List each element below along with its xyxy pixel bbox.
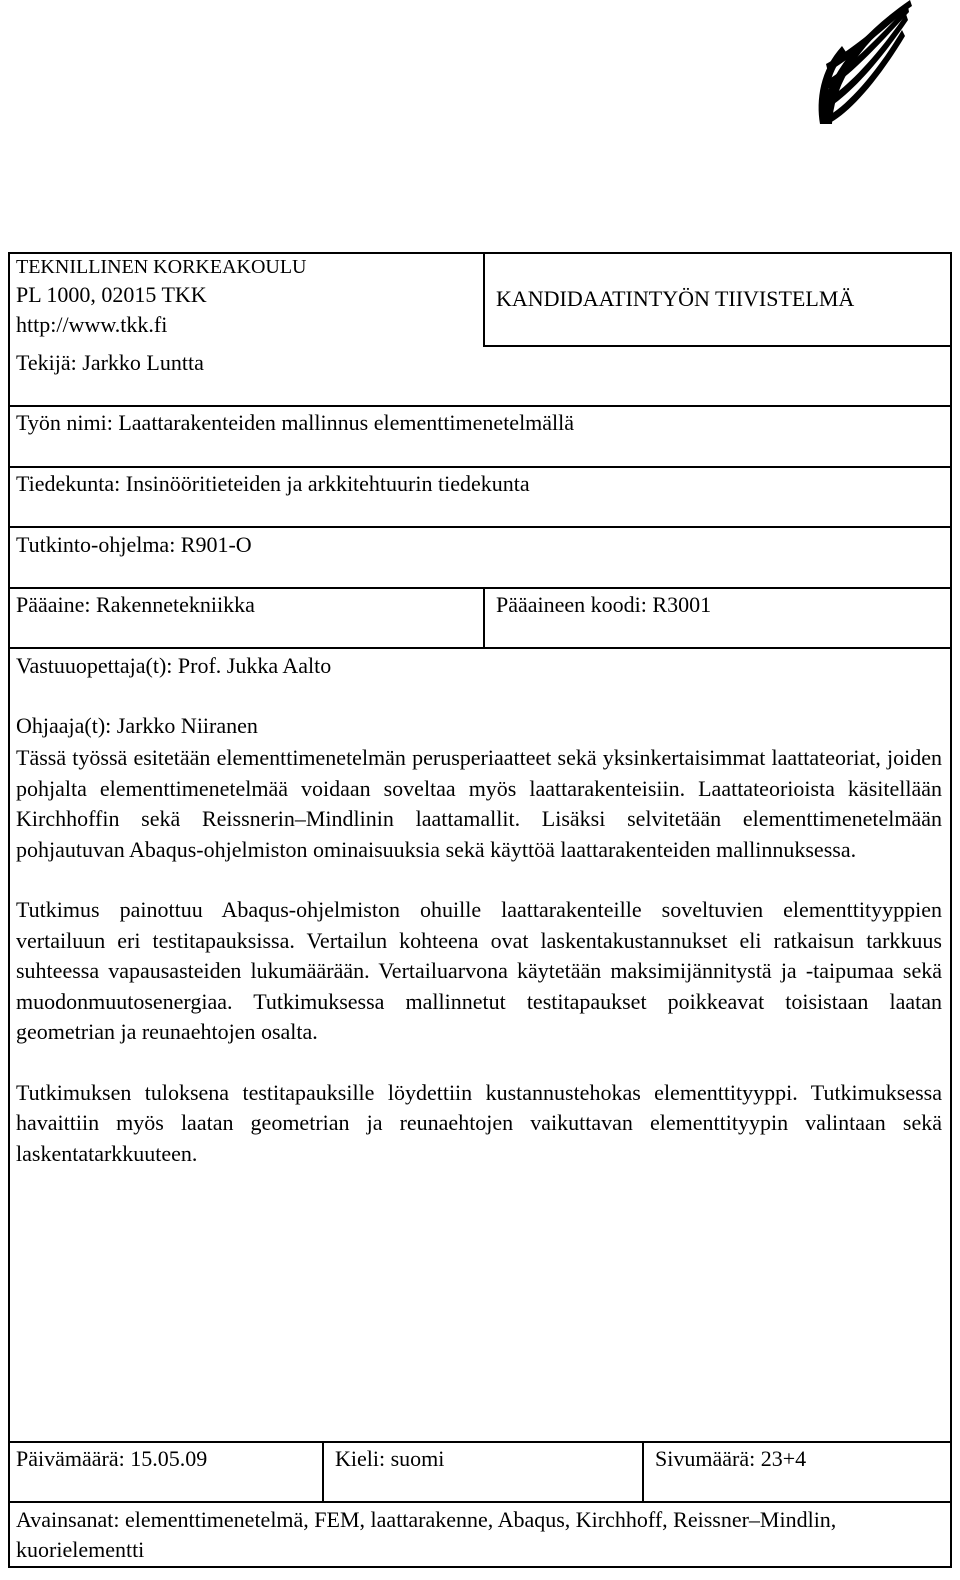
footer-top-line xyxy=(8,1441,952,1443)
university-name: TEKNILLINEN KORKEAKOULU xyxy=(16,256,307,278)
thesis-title: Työn nimi: Laattarakenteiden mallinnus elementtimenetelmällä xyxy=(16,410,575,435)
programme: Tutkinto-ohjelma: R901-O xyxy=(16,532,252,557)
header-bottom-line xyxy=(483,345,952,347)
keywords: Avainsanat: elementtimenetelmä, FEM, laattarakenne, Abaqus, Kirchhoff, Reissner–Mindlin, kuorielementti xyxy=(16,1507,837,1562)
footer-divider-2 xyxy=(642,1441,644,1503)
row-line-3 xyxy=(8,526,952,528)
supervisor: Vastuuopettaja(t): Prof. Jukka Aalto xyxy=(16,653,332,678)
faculty: Tiedekunta: Insinööritieteiden ja arkkitehtuurin tiedekunta xyxy=(16,471,530,496)
abstract-paragraph-3: Tutkimuksen tuloksena testitapauksille löydettiin kustannustehokas elementtityyppi. Tutkimuksessa havaittiin myös laatan geometrian ja reunaehtojen vaikuttavan elementtityypin valintaan sekä laskentatarkkuuteen. xyxy=(16,1079,942,1166)
row-line-2 xyxy=(8,466,952,468)
row-line-4 xyxy=(8,587,952,589)
university-logo xyxy=(812,0,912,124)
author: Tekijä: Jarkko Luntta xyxy=(16,350,204,375)
major: Pääaine: Rakennetekniikka xyxy=(16,592,255,617)
major-code: Pääaineen koodi: R3001 xyxy=(496,592,712,617)
major-divider xyxy=(483,587,485,649)
date: Päivämäärä: 15.05.09 xyxy=(16,1446,208,1471)
row-line-5 xyxy=(8,647,952,649)
abstract-paragraph-2: Tutkimus painottuu Abaqus-ohjelmiston ohuille laattarakenteille soveltuvien elementtityyppien vertailuun eri testitapauksissa. Vertailun kohteena ovat laskentakustannukset eli ratkaisun tarkkuus suhteessa vapausasteiden lukumäärään. Vertailuarvona käytetään maksimijännitystä ja -taipumaa sekä muodonmuutosenergiaa. Tutkimuksessa mallinnetut testitapaukset poikkeavat toisistaan laatan geometrian ja reunaehtojen osalta. xyxy=(16,897,942,1044)
document-type: KANDIDAATINTYÖN TIIVISTELMÄ xyxy=(496,286,855,311)
instructor: Ohjaaja(t): Jarkko Niiranen xyxy=(16,713,258,738)
footer-divider-1 xyxy=(322,1441,324,1503)
abstract-paragraph-1: Tässä työssä esitetään elementtimenetelmän perusperiaatteet sekä yksinkertaisimmat laattateoriat, joiden pohjalta elementtimenetelmää voidaan soveltaa myös laattarakenteisiin. Laattateorioista käsitellään Kirchhoffin sekä Reissnerin–Mindlinin laattamallit. Lisäksi selvitetään elementtimenetelmään pohjautuvan Abaqus-ohjelmiston ominaisuuksia sekä käyttöä laattarakenteiden mallinnuksessa. xyxy=(16,745,942,862)
keywords-line xyxy=(8,1501,952,1503)
abstract xyxy=(16,743,942,1199)
row-line-1 xyxy=(8,405,952,407)
university-url: http://www.tkk.fi xyxy=(16,312,168,337)
header-divider xyxy=(483,252,485,347)
language: Kieli: suomi xyxy=(335,1446,445,1471)
page-count: Sivumäärä: 23+4 xyxy=(655,1446,807,1471)
university-address: PL 1000, 02015 TKK xyxy=(16,282,207,307)
